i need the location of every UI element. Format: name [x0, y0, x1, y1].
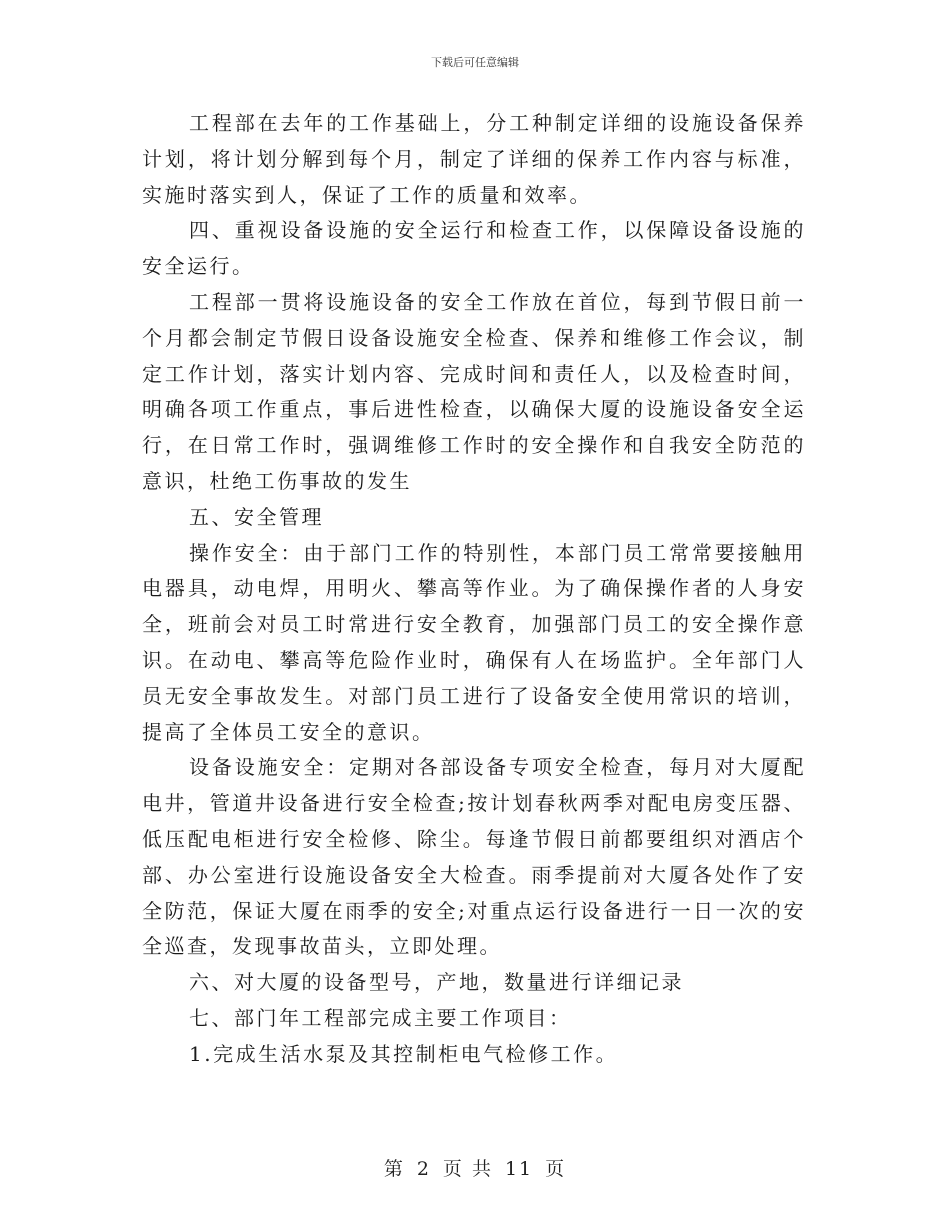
- footer-total-pages: 11: [504, 1158, 534, 1180]
- heading-section-seven: 七、部门年工程部完成主要工作项目：: [189, 1005, 572, 1030]
- footer-middle: 页 共: [442, 1158, 493, 1180]
- paragraph-safety-inspection: 工程部一贯将设施设备的安全工作放在首位，每到节假日前一个月都会制定节假日设备设施安全检查、保养和维修工作会议，制定工作计划，落实计划内容、完成时间和责任人，以及检查时间，明确各项工作重点，事后进性检查，以确保大厦的设施设备安全运行，在日常工作时，强调维修工作时的安全操作和自我安全防范的意识，杜绝工伤事故的发生: [142, 289, 806, 493]
- footer-suffix: 页: [545, 1158, 567, 1180]
- list-item-1: 1.完成生活水泵及其控制柜电气检修工作。: [189, 1041, 619, 1066]
- paragraph-equipment-safety: 设备设施安全：定期对各部设备专项安全检查，每月对大厦配电井，管道井设备进行安全检查;按计划春秋两季对配电房变压器、低压配电柜进行安全检修、除尘。每逢节假日前都要组织对酒店个部、办公室进行设施设备安全大检查。雨季提前对大厦各处作了安全防范，保证大厦在雨季的安全;对重点运行设备进行一日一次的安全巡查，发现事故苗头，立即处理。: [142, 755, 806, 959]
- paragraph-operation-safety: 操作安全：由于部门工作的特别性，本部门员工常常要接触用电器具，动电焊，用明火、攀高等作业。为了确保操作者的人身安全，班前会对员工时常进行安全教育，加强部门员工的安全操作意识。在动电、攀高等危险作业时，确保有人在场监护。全年部门人员无安全事故发生。对部门员工进行了设备安全使用常识的培训，提高了全体员工安全的意识。: [142, 540, 806, 744]
- paragraph-maintenance-plan: 工程部在去年的工作基础上，分工种制定详细的设施设备保养计划，将计划分解到每个月，制定了详细的保养工作内容与标准，实施时落实到人，保证了工作的质量和效率。: [142, 111, 806, 207]
- page-footer: [0, 1154, 950, 1181]
- document-body: [142, 106, 806, 1073]
- heading-section-six: 六、对大厦的设备型号，产地，数量进行详细记录: [189, 970, 684, 995]
- heading-section-four: 四、重视设备设施的安全运行和检查工作，以保障设备设施的安全运行。: [142, 218, 806, 279]
- page-header-note: 下载后可任意编辑: [431, 56, 519, 69]
- heading-section-five: 五、安全管理: [189, 504, 324, 529]
- footer-page-number: 2: [416, 1158, 431, 1180]
- footer-prefix: 第: [383, 1158, 405, 1180]
